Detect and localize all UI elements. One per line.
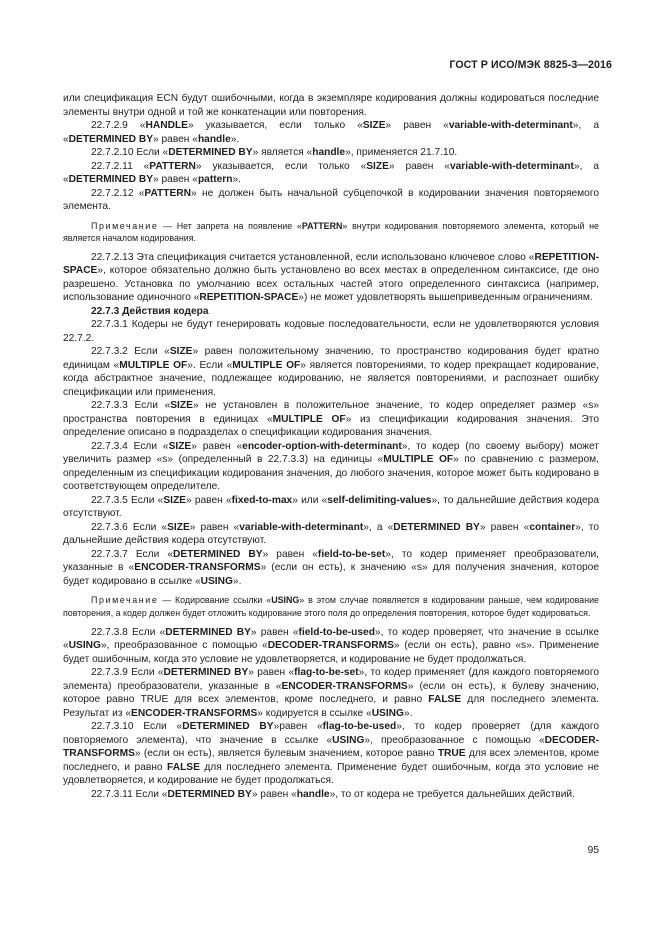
paragraph: 22.7.3.8 Если «DETERMINED BY» равен «field-to-be-used», то кодер проверяет, что значение в ссылке «USING», преобразованное с помощью «DECODER-TRANSFORMS» (если он есть), равно «s». Применение будет ошибочным, когда это условие не удовлетворяется, и кодирование не будет продолжаться. — [63, 626, 599, 665]
paragraph: 22.7.2.12 «PATTERN» не должен быть начальной субцепочкой в кодировании значения повторяемого элемента. — [63, 187, 599, 212]
paragraph: 22.7.3.9 Если «DETERMINED BY» равен «flag-to-be-set», то кодер применяет (для каждого повторяемого элемента) преобразователи, указанные в «ENCODER-TRANSFORMS» (если он есть), к булеву значению, которое равно TRUE для всех элементов, кроме последнего, и равно FALSE для последнего элемента. Результат из «ENCODER-TRANSFORMS» кодируется в ссылке «USING». — [63, 667, 600, 719]
note-paragraph: Примечание — Кодирование ссылки «USING» в этом случае появляется в кодировании раньше, чем кодирование повторения, а кодер должен будет отложить кодирование этого поля до определения повторения, которое будет кодироваться. — [63, 595, 599, 618]
paragraph: 22.7.2.11 «PATTERN» указывается, если только «SIZE» равен «variable-with-determinant», а «DETERMINED BY» равен «pattern». — [63, 160, 599, 185]
paragraph: 22.7.2.9 «HANDLE» указывается, если только «SIZE» равен «variable-with-determinant», а «DETERMINED BY» равен «handle». — [63, 120, 599, 145]
page-number: 95 — [587, 845, 599, 856]
note-paragraph: Примечание — Нет запрета на появление «PATTERN» внутри кодирования повторяемого элемента, который не является началом кодирования. — [63, 220, 599, 243]
paragraph: 22.7.3.11 Если «DETERMINED BY» равен «handle», то от кодера не требуется дальнейших действий. — [91, 788, 575, 800]
paragraph: 22.7.3.1 Кодеры не будут генерировать кодовые последовательности, если не удовлетворяются условия 22.7.2. — [63, 319, 599, 344]
paragraph: 22.7.3.3 Если «SIZE» не установлен в положительное значение, то кодер определяет размер «s» пространства повторения в единицах «MULTIPLE OF» из спецификации кодирования значения. Это определение описано в подразделах о спецификации кодирования значения. — [63, 400, 599, 439]
paragraph: 22.7.3.4 Если «SIZE» равен «encoder-option-with-determinant», то кодер (по своему выбору) может увеличить размер «s» (определенный в 22.7.3.3) на единицы «MULTIPLE OF» по сравнению с размером, определенным из спецификации кодирования значения, до любого значения, которое может быть кодировано в соответствующем определителе. — [63, 440, 599, 493]
paragraph: 22.7.3.2 Если «SIZE» равен положительному значению, то пространство кодирования будет кратно единицам «MULTIPLE OF». Если «MULTIPLE OF» является повторениями, то кодер прекращает кодирование, когда абстрактное значение, подлежащее кодированию, не является повторениями, и распознает ошибку спецификации или применения. — [63, 346, 600, 398]
section-heading: 22.7.3 Действия кодера — [91, 305, 209, 317]
paragraph: 22.7.3.10 Если «DETERMINED BY»равен «flag-to-be-used», то кодер проверяет (для каждого повторяемого элемента), что значение в ссылке «USING», преобразованное с помощью «DECODER-TRANSFORMS» (если он есть), является булевым значением, которое равно TRUE для всех элементов, кроме последнего, и равно FALSE для последнего элемента. Применение будет ошибочным, когда это условие не удовлетворяется, и кодирование не будет продолжаться. — [63, 721, 600, 787]
paragraph: или спецификация ECN будут ошибочными, когда в экземпляре кодирования должны кодироваться последние элементы внутри одной и той же конкатенации или повторения. — [63, 93, 599, 118]
page-header: ГОСТ Р ИСО/МЭК 8825-3—2016 — [449, 59, 612, 71]
paragraph: 22.7.2.10 Если «DETERMINED BY» является «handle», применяется 21.7.10. — [91, 147, 458, 158]
paragraph: 22.7.3.6 Если «SIZE» равен «variable-with-determinant», а «DETERMINED BY» равен «container», то дальнейшие действия кодера отсутствуют. — [63, 521, 600, 547]
document-body — [63, 92, 599, 801]
paragraph: 22.7.3.7 Если «DETERMINED BY» равен «field-to-be-set», то кодер применяет преобразователи, указанные в «ENCODER-TRANSFORMS» (если он есть), к значению «s» для получения значения, которое будет кодировано в ссылке «USING». — [63, 548, 600, 587]
paragraph: 22.7.3.5 Если «SIZE» равен «fixed-to-max» или «self-delimiting-values», то дальнейшие действия кодера отсутствуют. — [63, 494, 600, 520]
paragraph: 22.7.2.13 Эта спецификация считается установленной, если использовано ключевое слово «REPETITION-SPACE», которое обязательно должно быть установлено во всех местах в определенном синтаксисе, где оно разрешено. Установка по умолчанию всех остальных частей этого определенного синтаксиса (например, использование одиночного «REPETITION-SPACE») не может удовлетворять вышеприведенным ограничениям. — [63, 251, 599, 304]
